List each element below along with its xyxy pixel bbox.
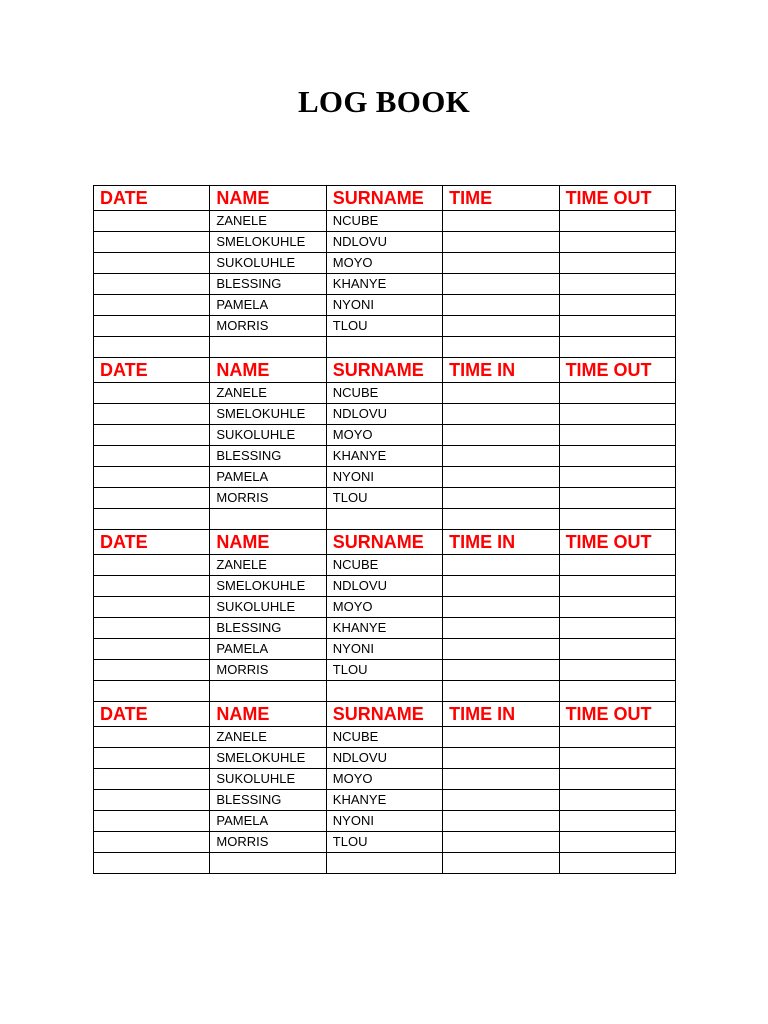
cell-surname: NYONI bbox=[326, 639, 442, 660]
cell-surname: MOYO bbox=[326, 425, 442, 446]
table-row bbox=[94, 467, 676, 488]
table-row bbox=[94, 618, 676, 639]
cell-name: MORRIS bbox=[210, 316, 326, 337]
cell-time-in bbox=[443, 295, 559, 316]
table-row bbox=[94, 509, 676, 530]
cell-time-out bbox=[559, 295, 675, 316]
cell-time-in bbox=[443, 618, 559, 639]
column-header-time-in: TIME IN bbox=[443, 702, 559, 727]
column-header-name: NAME bbox=[210, 702, 326, 727]
cell-time-in bbox=[443, 488, 559, 509]
cell-name: PAMELA bbox=[210, 467, 326, 488]
cell-time-in bbox=[443, 576, 559, 597]
cell-name: PAMELA bbox=[210, 295, 326, 316]
cell-name: MORRIS bbox=[210, 660, 326, 681]
cell-time-in bbox=[443, 660, 559, 681]
table-row bbox=[94, 769, 676, 790]
column-header-date: DATE bbox=[94, 186, 210, 211]
cell-date bbox=[94, 832, 210, 853]
cell-time-in bbox=[443, 790, 559, 811]
cell-time-out bbox=[559, 274, 675, 295]
section-header-row bbox=[94, 530, 676, 555]
cell-time-out bbox=[559, 211, 675, 232]
cell-time-out bbox=[559, 509, 675, 530]
column-header-time-in: TIME IN bbox=[443, 358, 559, 383]
cell-time-out bbox=[559, 446, 675, 467]
cell-surname bbox=[326, 681, 442, 702]
cell-name: SMELOKUHLE bbox=[210, 404, 326, 425]
cell-name: SUKOLUHLE bbox=[210, 769, 326, 790]
cell-date bbox=[94, 316, 210, 337]
cell-surname: KHANYE bbox=[326, 274, 442, 295]
cell-time-in bbox=[443, 211, 559, 232]
cell-date bbox=[94, 769, 210, 790]
cell-time-in bbox=[443, 467, 559, 488]
cell-time-out bbox=[559, 576, 675, 597]
cell-surname: NYONI bbox=[326, 811, 442, 832]
cell-surname bbox=[326, 337, 442, 358]
cell-time-in bbox=[443, 404, 559, 425]
cell-date bbox=[94, 232, 210, 253]
column-header-time-out: TIME OUT bbox=[559, 530, 675, 555]
cell-time-in bbox=[443, 748, 559, 769]
cell-time-out bbox=[559, 467, 675, 488]
cell-name: BLESSING bbox=[210, 790, 326, 811]
cell-name: BLESSING bbox=[210, 618, 326, 639]
column-header-date: DATE bbox=[94, 530, 210, 555]
cell-time-in bbox=[443, 383, 559, 404]
cell-date bbox=[94, 211, 210, 232]
cell-surname: MOYO bbox=[326, 253, 442, 274]
cell-name: SUKOLUHLE bbox=[210, 425, 326, 446]
cell-time-in bbox=[443, 597, 559, 618]
table-row bbox=[94, 274, 676, 295]
cell-time-in bbox=[443, 446, 559, 467]
cell-date bbox=[94, 790, 210, 811]
column-header-time-out: TIME OUT bbox=[559, 702, 675, 727]
table-row bbox=[94, 681, 676, 702]
column-header-time-out: TIME OUT bbox=[559, 358, 675, 383]
cell-time-in bbox=[443, 727, 559, 748]
cell-time-out bbox=[559, 769, 675, 790]
cell-name bbox=[210, 853, 326, 874]
table-row bbox=[94, 232, 676, 253]
table-row bbox=[94, 295, 676, 316]
table-row bbox=[94, 660, 676, 681]
cell-time-out bbox=[559, 681, 675, 702]
cell-time-in bbox=[443, 853, 559, 874]
column-header-name: NAME bbox=[210, 186, 326, 211]
cell-surname: NCUBE bbox=[326, 211, 442, 232]
cell-name: ZANELE bbox=[210, 727, 326, 748]
column-header-time-out: TIME OUT bbox=[559, 186, 675, 211]
cell-time-in bbox=[443, 316, 559, 337]
cell-name bbox=[210, 509, 326, 530]
table-row bbox=[94, 597, 676, 618]
cell-name: SUKOLUHLE bbox=[210, 253, 326, 274]
cell-time-out bbox=[559, 383, 675, 404]
column-header-surname: SURNAME bbox=[326, 530, 442, 555]
table-row bbox=[94, 832, 676, 853]
cell-name: BLESSING bbox=[210, 446, 326, 467]
cell-time-out bbox=[559, 660, 675, 681]
table-row bbox=[94, 555, 676, 576]
cell-surname: KHANYE bbox=[326, 446, 442, 467]
cell-time-in bbox=[443, 232, 559, 253]
cell-date bbox=[94, 425, 210, 446]
cell-time-out bbox=[559, 232, 675, 253]
cell-date bbox=[94, 488, 210, 509]
cell-time-out bbox=[559, 639, 675, 660]
column-header-surname: SURNAME bbox=[326, 186, 442, 211]
cell-time-in bbox=[443, 509, 559, 530]
cell-time-out bbox=[559, 597, 675, 618]
cell-surname: NDLOVU bbox=[326, 232, 442, 253]
cell-time-in bbox=[443, 337, 559, 358]
cell-time-out bbox=[559, 853, 675, 874]
cell-name bbox=[210, 681, 326, 702]
cell-surname: MOYO bbox=[326, 597, 442, 618]
cell-date bbox=[94, 253, 210, 274]
cell-time-out bbox=[559, 748, 675, 769]
cell-time-in bbox=[443, 253, 559, 274]
column-header-time-in: TIME bbox=[443, 186, 559, 211]
cell-date bbox=[94, 555, 210, 576]
cell-time-in bbox=[443, 425, 559, 446]
cell-name: PAMELA bbox=[210, 639, 326, 660]
cell-date bbox=[94, 639, 210, 660]
cell-time-out bbox=[559, 618, 675, 639]
cell-surname: NDLOVU bbox=[326, 404, 442, 425]
cell-date bbox=[94, 811, 210, 832]
table-row bbox=[94, 853, 676, 874]
cell-date bbox=[94, 337, 210, 358]
cell-name: SMELOKUHLE bbox=[210, 576, 326, 597]
cell-time-in bbox=[443, 811, 559, 832]
cell-name: ZANELE bbox=[210, 383, 326, 404]
cell-surname: TLOU bbox=[326, 488, 442, 509]
cell-date bbox=[94, 681, 210, 702]
cell-date bbox=[94, 446, 210, 467]
cell-time-in bbox=[443, 832, 559, 853]
column-header-surname: SURNAME bbox=[326, 702, 442, 727]
cell-name: MORRIS bbox=[210, 832, 326, 853]
cell-date bbox=[94, 295, 210, 316]
table-row bbox=[94, 811, 676, 832]
cell-time-in bbox=[443, 639, 559, 660]
cell-date bbox=[94, 660, 210, 681]
cell-date bbox=[94, 467, 210, 488]
cell-surname: NYONI bbox=[326, 467, 442, 488]
cell-surname bbox=[326, 509, 442, 530]
cell-surname: KHANYE bbox=[326, 790, 442, 811]
table-row bbox=[94, 211, 676, 232]
table-row bbox=[94, 316, 676, 337]
column-header-name: NAME bbox=[210, 358, 326, 383]
cell-time-in bbox=[443, 555, 559, 576]
cell-time-out bbox=[559, 253, 675, 274]
cell-date bbox=[94, 274, 210, 295]
cell-surname: NYONI bbox=[326, 295, 442, 316]
column-header-time-in: TIME IN bbox=[443, 530, 559, 555]
page-title: LOG BOOK bbox=[297, 84, 471, 119]
cell-surname: NCUBE bbox=[326, 383, 442, 404]
cell-surname: TLOU bbox=[326, 660, 442, 681]
cell-time-out bbox=[559, 790, 675, 811]
cell-name: BLESSING bbox=[210, 274, 326, 295]
table-row bbox=[94, 639, 676, 660]
table-row bbox=[94, 425, 676, 446]
cell-name bbox=[210, 337, 326, 358]
cell-surname: KHANYE bbox=[326, 618, 442, 639]
cell-surname: NCUBE bbox=[326, 727, 442, 748]
cell-date bbox=[94, 853, 210, 874]
cell-name: SMELOKUHLE bbox=[210, 748, 326, 769]
cell-time-out bbox=[559, 337, 675, 358]
table-row bbox=[94, 790, 676, 811]
column-header-surname: SURNAME bbox=[326, 358, 442, 383]
table-row bbox=[94, 488, 676, 509]
cell-name: PAMELA bbox=[210, 811, 326, 832]
table-row bbox=[94, 727, 676, 748]
cell-surname: MOYO bbox=[326, 769, 442, 790]
cell-name: SUKOLUHLE bbox=[210, 597, 326, 618]
cell-surname: TLOU bbox=[326, 316, 442, 337]
cell-time-out bbox=[559, 832, 675, 853]
table-row bbox=[94, 337, 676, 358]
table-row bbox=[94, 748, 676, 769]
cell-time-out bbox=[559, 555, 675, 576]
column-header-name: NAME bbox=[210, 530, 326, 555]
cell-date bbox=[94, 597, 210, 618]
table-row bbox=[94, 446, 676, 467]
cell-time-out bbox=[559, 425, 675, 446]
section-header-row bbox=[94, 186, 676, 211]
cell-surname: NDLOVU bbox=[326, 576, 442, 597]
column-header-date: DATE bbox=[94, 358, 210, 383]
cell-time-out bbox=[559, 488, 675, 509]
section-header-row bbox=[94, 358, 676, 383]
table-row bbox=[94, 253, 676, 274]
cell-date bbox=[94, 748, 210, 769]
cell-name: ZANELE bbox=[210, 211, 326, 232]
cell-date bbox=[94, 576, 210, 597]
table-row bbox=[94, 404, 676, 425]
cell-time-out bbox=[559, 316, 675, 337]
cell-name: SMELOKUHLE bbox=[210, 232, 326, 253]
table-row bbox=[94, 576, 676, 597]
cell-date bbox=[94, 509, 210, 530]
cell-date bbox=[94, 618, 210, 639]
log-table bbox=[93, 185, 676, 874]
cell-name: ZANELE bbox=[210, 555, 326, 576]
section-header-row bbox=[94, 702, 676, 727]
cell-time-out bbox=[559, 404, 675, 425]
cell-date bbox=[94, 404, 210, 425]
cell-time-out bbox=[559, 811, 675, 832]
cell-date bbox=[94, 727, 210, 748]
cell-name: MORRIS bbox=[210, 488, 326, 509]
column-header-date: DATE bbox=[94, 702, 210, 727]
cell-time-in bbox=[443, 274, 559, 295]
cell-time-out bbox=[559, 727, 675, 748]
cell-surname: NCUBE bbox=[326, 555, 442, 576]
cell-date bbox=[94, 383, 210, 404]
cell-surname: NDLOVU bbox=[326, 748, 442, 769]
cell-time-in bbox=[443, 681, 559, 702]
cell-surname: TLOU bbox=[326, 832, 442, 853]
table-row bbox=[94, 383, 676, 404]
cell-surname bbox=[326, 853, 442, 874]
cell-time-in bbox=[443, 769, 559, 790]
